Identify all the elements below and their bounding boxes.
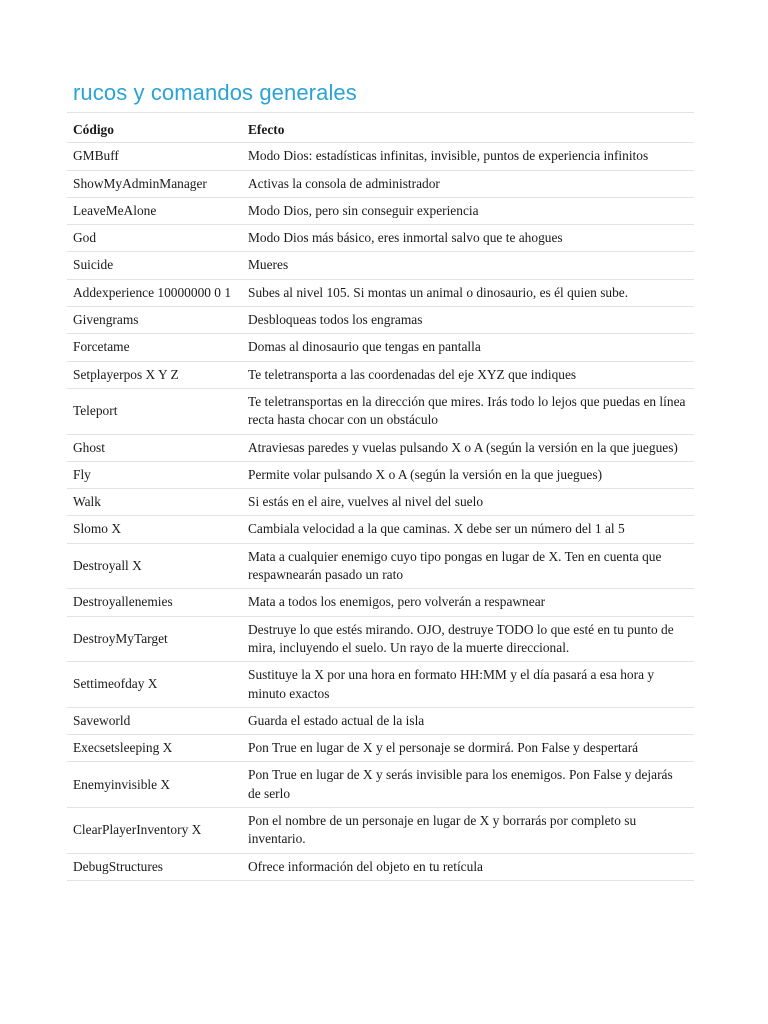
command-effect: Te teletransportas en la dirección que mires. Irás todo lo lejos que puedas en línea recta hasta chocar con un obstáculo <box>242 388 694 434</box>
table-header-row <box>67 117 694 143</box>
table-row <box>67 461 694 488</box>
table-row <box>67 662 694 708</box>
command-code: Fly <box>67 461 242 488</box>
command-code: Addexperience 10000000 0 1 <box>67 279 242 306</box>
command-effect: Destruye lo que estés mirando. OJO, destruye TODO lo que esté en tu punto de mira, incluyendo el suelo. Un rayo de la muerte direccional. <box>242 616 694 662</box>
table-row <box>67 252 694 279</box>
command-code: Enemyinvisible X <box>67 762 242 808</box>
command-code: LeaveMeAlone <box>67 197 242 224</box>
command-code: ClearPlayerInventory X <box>67 808 242 854</box>
table-row <box>67 589 694 616</box>
command-code: Teleport <box>67 388 242 434</box>
table-row <box>67 735 694 762</box>
command-effect: Pon el nombre de un personaje en lugar de X y borrarás por completo su inventario. <box>242 808 694 854</box>
table-row <box>67 853 694 880</box>
command-effect: Pon True en lugar de X y el personaje se dormirá. Pon False y despertará <box>242 735 694 762</box>
command-code: Execsetsleeping X <box>67 735 242 762</box>
table-row <box>67 334 694 361</box>
command-effect: Desbloqueas todos los engramas <box>242 307 694 334</box>
command-effect: Modo Dios: estadísticas infinitas, invisible, puntos de experiencia infinitos <box>242 143 694 170</box>
column-header-code: Código <box>67 117 242 143</box>
command-code: Setplayerpos X Y Z <box>67 361 242 388</box>
table-row <box>67 489 694 516</box>
command-code: GMBuff <box>67 143 242 170</box>
command-effect: Permite volar pulsando X o A (según la versión en la que juegues) <box>242 461 694 488</box>
table-row <box>67 307 694 334</box>
command-code: Destroyall X <box>67 543 242 589</box>
command-effect: Atraviesas paredes y vuelas pulsando X o A (según la versión en la que juegues) <box>242 434 694 461</box>
command-effect: Guarda el estado actual de la isla <box>242 707 694 734</box>
table-row <box>67 197 694 224</box>
table-row <box>67 225 694 252</box>
command-code: Suicide <box>67 252 242 279</box>
table-row <box>67 388 694 434</box>
table-row <box>67 762 694 808</box>
command-code: Settimeofday X <box>67 662 242 708</box>
command-effect: Te teletransporta a las coordenadas del eje XYZ que indiques <box>242 361 694 388</box>
command-effect: Subes al nivel 105. Si montas un animal o dinosaurio, es él quien sube. <box>242 279 694 306</box>
command-code: God <box>67 225 242 252</box>
command-effect: Activas la consola de administrador <box>242 170 694 197</box>
command-code: DebugStructures <box>67 853 242 880</box>
command-code: ShowMyAdminManager <box>67 170 242 197</box>
command-code: Destroyallenemies <box>67 589 242 616</box>
command-code: Slomo X <box>67 516 242 543</box>
table-row <box>67 361 694 388</box>
command-effect: Si estás en el aire, vuelves al nivel del suelo <box>242 489 694 516</box>
command-effect: Mata a todos los enemigos, pero volverán a respawnear <box>242 589 694 616</box>
command-effect: Cambiala velocidad a la que caminas. X debe ser un número del 1 al 5 <box>242 516 694 543</box>
command-effect: Modo Dios, pero sin conseguir experiencia <box>242 197 694 224</box>
command-effect: Domas al dinosaurio que tengas en pantalla <box>242 334 694 361</box>
command-code: Forcetame <box>67 334 242 361</box>
table-row <box>67 543 694 589</box>
command-effect: Modo Dios más básico, eres inmortal salvo que te ahogues <box>242 225 694 252</box>
page-title: rucos y comandos generales <box>73 80 357 105</box>
table-row <box>67 707 694 734</box>
table-row <box>67 279 694 306</box>
command-code: Walk <box>67 489 242 516</box>
command-effect: Ofrece información del objeto en tu retícula <box>242 853 694 880</box>
table-row <box>67 434 694 461</box>
column-header-effect: Efecto <box>242 117 694 143</box>
table-row <box>67 516 694 543</box>
table-row <box>67 808 694 854</box>
table-row <box>67 143 694 170</box>
command-effect: Mueres <box>242 252 694 279</box>
command-code: Saveworld <box>67 707 242 734</box>
command-effect: Pon True en lugar de X y serás invisible para los enemigos. Pon False y dejarás de serlo <box>242 762 694 808</box>
command-code: Givengrams <box>67 307 242 334</box>
commands-table <box>67 117 694 881</box>
title-divider <box>67 112 694 113</box>
command-effect: Sustituye la X por una hora en formato HH:MM y el día pasará a esa hora y minuto exactos <box>242 662 694 708</box>
table-row <box>67 170 694 197</box>
command-code: DestroyMyTarget <box>67 616 242 662</box>
command-code: Ghost <box>67 434 242 461</box>
table-row <box>67 616 694 662</box>
table-body <box>67 143 694 881</box>
command-effect: Mata a cualquier enemigo cuyo tipo pongas en lugar de X. Ten en cuenta que respawnearán pasado un rato <box>242 543 694 589</box>
